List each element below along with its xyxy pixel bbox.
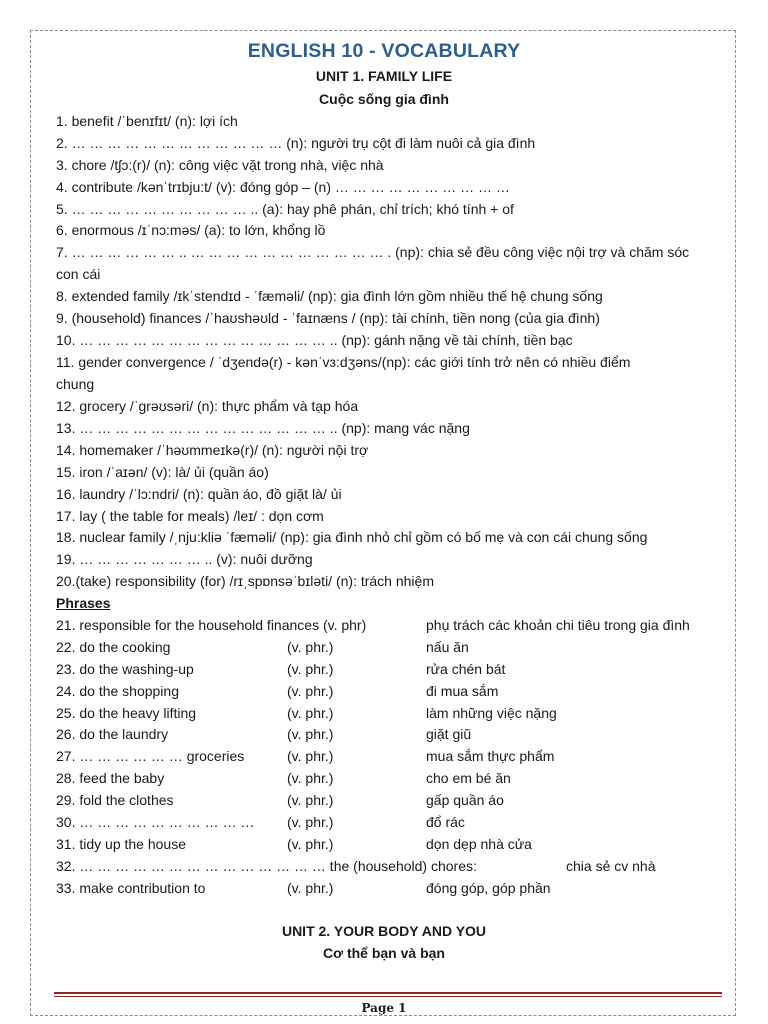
phrase-vietnamese: giặt giũ <box>426 726 472 742</box>
unit2-heading: UNIT 2. YOUR BODY AND YOU <box>281 923 487 939</box>
phrase-type: (v. phr.) <box>287 880 334 896</box>
vocab-item: 19. … … … … … … … .. (v): nuôi dưỡng <box>56 551 313 567</box>
phrase-type: (v. phr.) <box>287 770 334 786</box>
phrase-english: 23. do the washing-up <box>56 661 194 677</box>
phrase-english: 22. do the cooking <box>56 639 171 655</box>
phrase-english: 25. do the heavy lifting <box>56 705 197 721</box>
vocab-item: 5. … … … … … … … … … … .. (a): hay phê phán, chỉ trích; khó tính + of <box>56 201 514 217</box>
phrase-vietnamese: gấp quần áo <box>426 792 504 808</box>
vocab-item: 12. grocery /ˈɡrəʊsəri/ (n): thực phẩm và tạp hóa <box>56 398 359 414</box>
phrase-english: 33. make contribution to <box>56 880 206 896</box>
phrase-english: 31. tidy up the house <box>56 836 186 852</box>
vocab-item: 16. laundry /ˈlɔ:ndri/ (n): quần áo, đồ giặt là/ ủi <box>56 486 342 502</box>
vocab-item: 1. benefit /ˈbenɪfɪt/ (n): lợi ích <box>56 113 238 129</box>
unit1-heading: UNIT 1. FAMILY LIFE <box>315 68 453 84</box>
phrase-vietnamese: đi mua sắm <box>426 683 499 699</box>
phrase-type: (v. phr.) <box>287 661 334 677</box>
phrase-english: 27. … … … … … … groceries <box>56 748 245 764</box>
vocab-item: 10. … … … … … … … … … … … … … … .. (np): gánh nặng về tài chính, tiền bạc <box>56 332 573 348</box>
phrase-english: 26. do the laundry <box>56 726 169 742</box>
phrase-type: (v. phr.) <box>287 683 334 699</box>
vocab-item: 9. (household) finances /ˈhaʊshəʊld - ˈfaɪnæns / (np): tài chính, tiền nong (của gia đình) <box>56 310 600 326</box>
phrase-english: 21. responsible for the household finances (v. phr) <box>56 617 367 633</box>
footer-rule <box>54 992 722 994</box>
phrase-english: 28. feed the baby <box>56 770 165 786</box>
phrase-vietnamese: đóng góp, góp phần <box>426 880 551 896</box>
page-number: Page 1 <box>361 1001 407 1015</box>
phrase-vietnamese: nấu ăn <box>426 639 469 655</box>
vocab-item: 4. contribute /kənˈtrɪbju:t/ (v): đóng góp – (n) … … … … … … … … … … <box>56 179 510 195</box>
vocab-item: 18. nuclear family /ˌnju:kliə ˈfæməli/ (np): gia đình nhỏ chỉ gồm có bố mẹ và con cái chung sống <box>56 529 648 545</box>
phrase-type: (v. phr.) <box>287 639 334 655</box>
vocab-item: 13. … … … … … … … … … … … … … … .. (np): mang vác nặng <box>56 420 470 436</box>
phrase-vietnamese: làm những việc nặng <box>426 705 557 721</box>
vocab-item: 6. enormous /ɪˈnɔ:məs/ (a): to lớn, khổng lồ <box>56 222 326 238</box>
phrase-type: (v. phr.) <box>287 814 334 830</box>
phrase-vietnamese: dọn dẹp nhà cửa <box>426 836 532 852</box>
unit1-subheading: Cuộc sống gia đình <box>319 91 449 107</box>
phrase-english: 24. do the shopping <box>56 683 179 699</box>
phrase-vietnamese: mua sắm thực phẩm <box>426 748 555 764</box>
phrases-heading: Phrases <box>56 595 111 611</box>
vocab-item-continued: con cái <box>56 266 101 282</box>
phrase-vietnamese: đổ rác <box>426 814 465 830</box>
phrase-english: 30. … … … … … … … … … … <box>56 814 255 830</box>
phrase-type: (v. phr.) <box>287 748 334 764</box>
vocab-item: 3. chore /tʃɔ:(r)/ (n): công việc vặt trong nhà, việc nhà <box>56 157 384 173</box>
vocab-item: 7. … … … … … … .. … … … … … … … … … … … . (np): chia sẻ đều công việc nội trợ và chăm sóc <box>56 244 690 260</box>
footer-rule-thin <box>54 996 722 997</box>
unit2-subheading: Cơ thể bạn và bạn <box>323 945 445 961</box>
vocab-item: 17. lay ( the table for meals) /leɪ/ : dọn cơm <box>56 508 324 524</box>
phrase-vietnamese: phụ trách các khoản chi tiêu trong gia đình <box>426 617 690 633</box>
phrase-type: (v. phr.) <box>287 705 334 721</box>
phrase-english: 29. fold the clothes <box>56 792 174 808</box>
vocab-item: 20.(take) responsibility (for) /rɪˌspɒnsəˈbɪləti/ (n): trách nhiệm <box>56 573 434 589</box>
vocab-item: 11. gender convergence / ˈdʒendə(r) - kənˈvɜ:dʒəns/(np): các giới tính trở nên có nhiều điểm <box>56 354 631 370</box>
phrase-english: 32. … … … … … … … … … … … … … … the (household) chores: <box>56 858 477 874</box>
phrase-vietnamese: chia sẻ cv nhà <box>566 858 656 874</box>
document-title: ENGLISH 10 - VOCABULARY <box>247 40 521 62</box>
phrase-vietnamese: rửa chén bát <box>426 661 506 677</box>
vocab-item-continued: chung <box>56 376 95 392</box>
phrase-vietnamese: cho em bé ăn <box>426 770 511 786</box>
vocab-item: 8. extended family /ɪkˈstendɪd - ˈfæməli/ (np): gia đình lớn gồm nhiều thế hệ chung sống <box>56 288 603 304</box>
vocab-item: 14. homemaker /ˈhəʊmmeɪkə(r)/ (n): người nội trợ <box>56 442 369 458</box>
vocab-item: 2. … … … … … … … … … … … … (n): người trụ cột đi làm nuôi cả gia đình <box>56 135 536 151</box>
phrase-type: (v. phr.) <box>287 792 334 808</box>
phrase-type: (v. phr.) <box>287 726 334 742</box>
phrase-type: (v. phr.) <box>287 836 334 852</box>
vocab-item: 15. iron /ˈaɪən/ (v): là/ ủi (quần áo) <box>56 464 269 480</box>
